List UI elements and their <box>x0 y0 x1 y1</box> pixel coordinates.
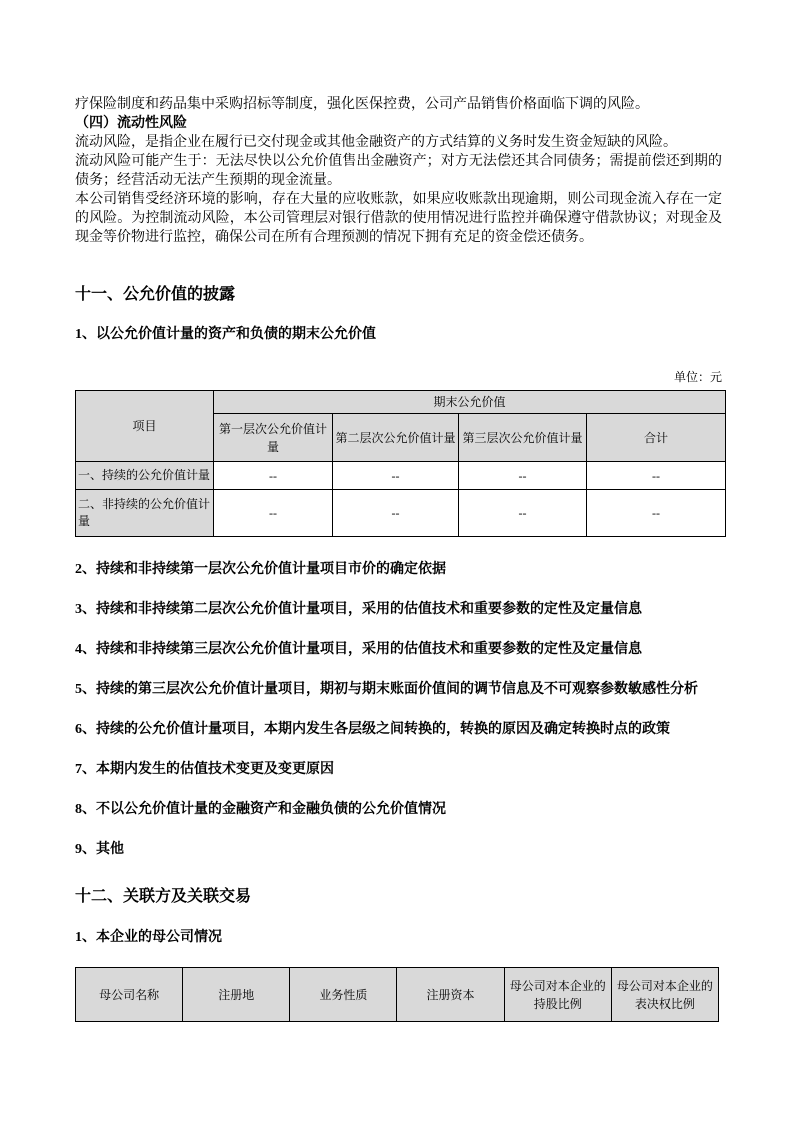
value-cell: -- <box>214 490 333 537</box>
paragraph-continuation: 疗保险制度和药品集中采购招标等制度，强化医保控费，公司产品销售价格面临下调的风险。 <box>75 97 649 112</box>
column-header-cell: 母公司对本企业的表决权比例 <box>611 968 718 1022</box>
value-cell: -- <box>459 462 587 490</box>
liquidity-risk-control: 本公司销售受经济环境的影响，存在大量的应收账款，如果应收账款出现逾期，则公司现金流入存在一定的风险。为控制流动风险，本公司管理层对银行借款的使用情况进行监控并确保遵守借款协议；对现金及现金等价物进行监控，确保公司在所有合理预测的情况下拥有充足的资金偿还债务。 <box>75 192 722 245</box>
value-cell: -- <box>214 462 333 490</box>
column-header-cell: 第二层次公允价值计量 <box>333 414 459 462</box>
table-header-row <box>76 968 719 1022</box>
numbered-item-2: 2、持续和非持续第一层次公允价值计量项目市价的确定依据 <box>75 562 446 577</box>
fair-value-table <box>75 390 726 537</box>
section-12-heading: 十二、关联方及关联交易 <box>75 888 252 905</box>
section-11-item-1-heading: 1、以公允价值计量的资产和负债的期末公允价值 <box>75 327 376 342</box>
column-header-cell: 注册资本 <box>397 968 504 1022</box>
value-cell: -- <box>587 462 726 490</box>
value-cell: -- <box>459 490 587 537</box>
value-cell: -- <box>333 462 459 490</box>
numbered-item-6: 6、持续的公允价值计量项目，本期内发生各层级之间转换的，转换的原因及确定转换时点的政策 <box>75 722 670 737</box>
column-header-cell: 第三层次公允价值计量 <box>459 414 587 462</box>
parent-company-table <box>75 967 719 1022</box>
row-label-cell: 一、持续的公允价值计量 <box>76 462 214 490</box>
numbered-item-9: 9、其他 <box>75 842 124 857</box>
corner-header-cell: 项目 <box>76 391 214 462</box>
column-header-cell: 合计 <box>587 414 726 462</box>
column-header-cell: 第一层次公允价值计量 <box>214 414 333 462</box>
column-header-cell: 母公司对本企业的持股比例 <box>504 968 611 1022</box>
group-header-cell: 期末公允价值 <box>214 391 726 414</box>
value-cell: -- <box>587 490 726 537</box>
column-header-cell: 注册地 <box>183 968 290 1022</box>
table-row <box>76 391 726 414</box>
numbered-item-8: 8、不以公允价值计量的金融资产和金融负债的公允价值情况 <box>75 802 446 817</box>
section-11-heading: 十一、公允价值的披露 <box>75 286 236 303</box>
table-row <box>76 462 726 490</box>
numbered-item-7: 7、本期内发生的估值技术变更及变更原因 <box>75 762 334 777</box>
liquidity-risk-definition: 流动风险，是指企业在履行已交付现金或其他金融资产的方式结算的义务时发生资金短缺的风险。 <box>75 135 677 150</box>
numbered-item-3: 3、持续和非持续第二层次公允价值计量项目，采用的估值技术和重要参数的定性及定量信息 <box>75 602 642 617</box>
row-label-cell: 二、非持续的公允价值计量 <box>76 490 214 537</box>
section-12-item-1-heading: 1、本企业的母公司情况 <box>75 930 222 945</box>
liquidity-risk-subheading: （四）流动性风险 <box>75 116 187 131</box>
column-header-cell: 母公司名称 <box>76 968 183 1022</box>
value-cell: -- <box>333 490 459 537</box>
unit-note: 单位：元 <box>673 370 722 384</box>
numbered-item-5: 5、持续的第三层次公允价值计量项目，期初与期末账面价值间的调节信息及不可观察参数敏感性分析 <box>75 682 698 697</box>
liquidity-risk-sources: 流动风险可能产生于：无法尽快以公允价值售出金融资产；对方无法偿还其合同债务；需提前偿还到期的债务；经营活动无法产生预期的现金流量。 <box>75 154 722 188</box>
column-header-cell: 业务性质 <box>290 968 397 1022</box>
table-row <box>76 490 726 537</box>
numbered-item-4: 4、持续和非持续第三层次公允价值计量项目，采用的估值技术和重要参数的定性及定量信息 <box>75 642 642 657</box>
